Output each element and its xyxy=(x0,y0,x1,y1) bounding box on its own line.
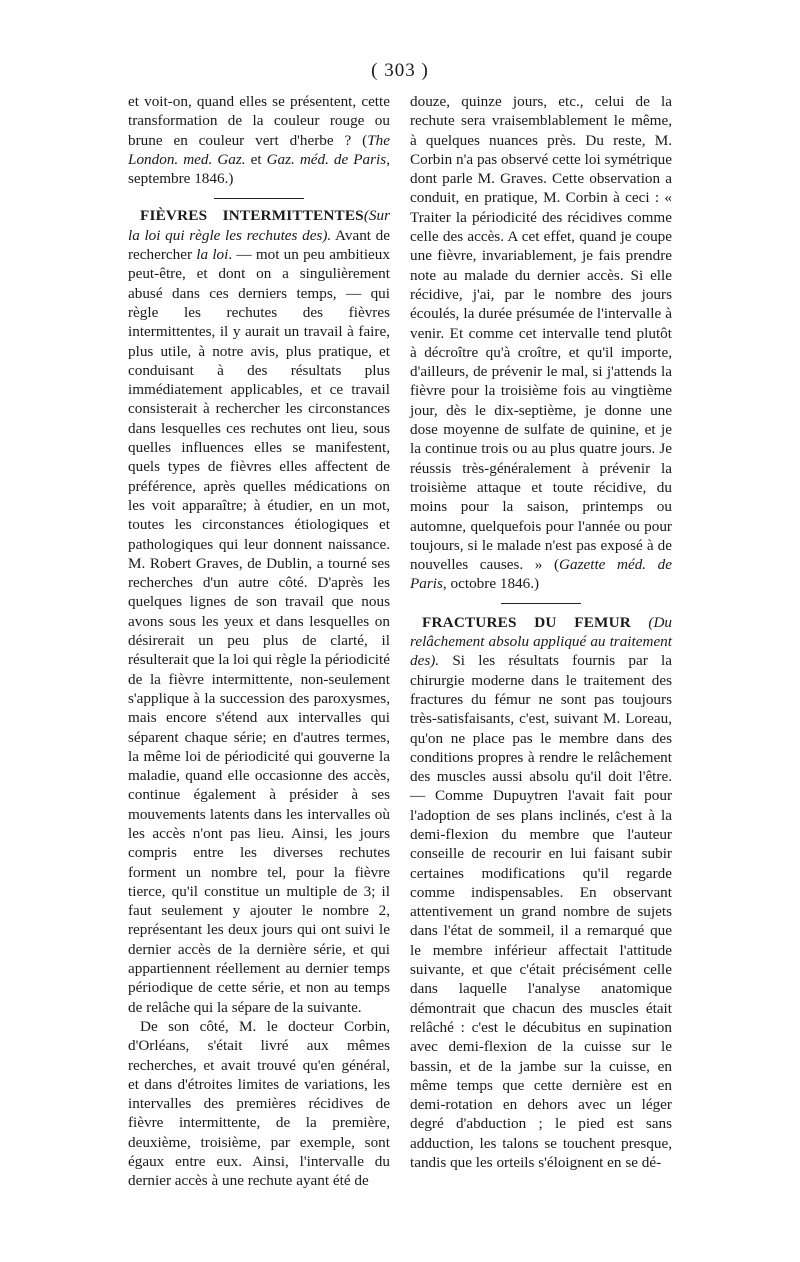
intro-journal: The London. med. Gaz. xyxy=(128,131,390,168)
article-fievres-paragraph-2: De son côté, M. le docteur Corbin, d'Orléans, s'était livré aux mêmes recherches, et avait trouvé qu'en général, et dans d'étroites limites de variations, les intervalles des premières récidives de fièvre intermittente, de la première, deuxième, troisième, par exemple, sont égaux entre eux. Ainsi, l'intervalle du dernier accès à une rechute ayant été de xyxy=(128,1017,390,1190)
intro-journal-2: Gaz. méd. de Paris xyxy=(266,150,387,168)
intro-paragraph xyxy=(128,92,390,188)
right-column xyxy=(410,92,672,1172)
page-number: ( 303 ) xyxy=(371,60,429,81)
article-fievres xyxy=(128,206,390,1016)
article-subtitle-fievres: (Sur la loi qui règle les rechutes des). xyxy=(128,207,390,244)
intro-and: et xyxy=(245,150,267,168)
article-body-start: Avant de rechercher xyxy=(128,226,390,264)
article-title-fractures: FRACTURES DU FEMUR xyxy=(422,613,631,631)
article-title-fievres: FIÈVRES INTERMITTENTES xyxy=(140,207,364,225)
article-body-loi: la loi xyxy=(196,246,229,264)
article-body-fractures: Si les résultats fournis par la chirurgie moderne dans le traitement des fractures du fémur ne sont pas toujours très-satisfaisants, c'est, suivant M. Loreau, qu'on ne place pas le membre dans des conditions propres à rendre le relâchement des muscles aussi absolu qu'il doit l'être. — Comme Dupuytren l'avait fait pour l'adoption de ses plans inclinés, c'est à la demi-flexion du membre que l'auteur conseille de recourir en lui faisant subir certaines modifications qu'il regarde comme indispensables. En observant attentivement un grand nombre de sujets dans l'état de sommeil, il a remarqué que le membre inférieur affectait l'attitude suivante, et que c'était précisément celle dans laquelle l'analyse anatomique démontrait que chacun des muscles était relâché : c'est le décubitus en supination avec demi-flexion de la cuisse sur le bassin, et de la jambe sur la cuisse, en même temps que cette dernière est en demi-rotation en dehors avec un léger degré d'abduction ; le pied est sans adduction, les talons se touchent presque, tandis que les orteils s'éloignent en se dé- xyxy=(410,652,672,1172)
section-divider xyxy=(214,198,304,199)
continuation-date: , octobre 1846.) xyxy=(442,575,540,593)
continuation-text: douze, quinze jours, etc., celui de la rechute sera vraisemblablement le même, à quelques nuances près. Du reste, M. Corbin n'a pas observé cette loi symétrique dont parle M. Graves. Cette observation a conduit, en pratique, M. Corbin à ceci : « Traiter la périodicité des récidives comme celle des accès. A cet effet, quand je coupe une fièvre, invariablement, je fais prendre note au malade du dernier accès. Si elle récidive, j'ai, par le nombre des jours écoulés, la durée présumée de l'intervalle à venir. Et comme cet intervalle tend plutôt à décroître qu'à croître, et qu'il importe, d'ailleurs, de prévenir le mal, si j'attends la fièvre pour la troisième fois au vingtième jour, dès le dix-septième, je donne une dose moyenne de sulfate de quinine, et je la continue trois ou au plus quatre jours. Je réussis très-généralement à prévenir la troisième attaque et toute récidive, du moins pour la saison, printemps ou automne, quelquefois pour l'année ou pour toujours, si le malade n'est pas exposé à de nouvelles causes. » ( xyxy=(410,93,672,574)
continuation-journal: Gazette méd. de Paris xyxy=(410,556,673,593)
article-fractures xyxy=(410,613,672,1173)
article-subtitle-fractures: (Du relâchement absolu appliqué au traitement des). xyxy=(410,613,673,670)
left-column xyxy=(128,92,390,1191)
intro-date: , septembre 1846.) xyxy=(128,150,390,188)
article-body-main: . — mot un peu ambitieux peut-être, et dont on a singulièrement abusé dans ces derniers temps, — qui règle les rechutes des fièvres intermittentes, il y aurait un travail à faire, plus utile, à notre avis, plus pratique, et conduisant à des résultats plus immédiatement applicables, et ce travail consisterait à rechercher les circonstances dans lesquelles ces rechutes ont lieu, sous quelles influences elles se manifestent, quels types de fièvres elles affectent de préférence, après quelles médications on les voit apparaître; à étudier, en un mot, toutes les circonstances étiologiques et pathologiques qui leur donnent naissance. M. Robert Graves, de Dublin, a tourné ses recherches d'un autre côté. D'après les quelques lignes de son travail que nous avons sous les yeux et dans lesquelles on désirerait un peu plus de clarté, il résulterait que la loi qui règle la périodicité de la fièvre intermittente, non-seulement s'applique à la succession des paroxysmes, mais encore s'étend aux intervalles qui séparent chaque série; en d'autres termes, la même loi de périodicité qui gouverne la maladie, quand elle occasionne des accès, continue également à présider à ses mouvements latents dans les intervalles où les accès n'ont pas lieu. Ainsi, les jours compris entre les diverses rechutes forment un nombre tel, pour la fièvre tierce, qu'il constitue un multiple de 3; il faut seulement y ajouter le nombre 2, représentant les deux jours qui ont suivi le dernier accès de la dernière série, et qui appartiennent réellement au dernier temps périodique de cette série, et non au temps de relâche qui la sépare de la suivante. xyxy=(128,246,390,1016)
section-divider-right xyxy=(501,603,581,604)
continuation-paragraph xyxy=(410,92,672,594)
intro-text: et voit-on, quand elles se présentent, cette transformation de la couleur rouge ou brune en couleur vert d'herbe ? ( xyxy=(128,93,390,149)
